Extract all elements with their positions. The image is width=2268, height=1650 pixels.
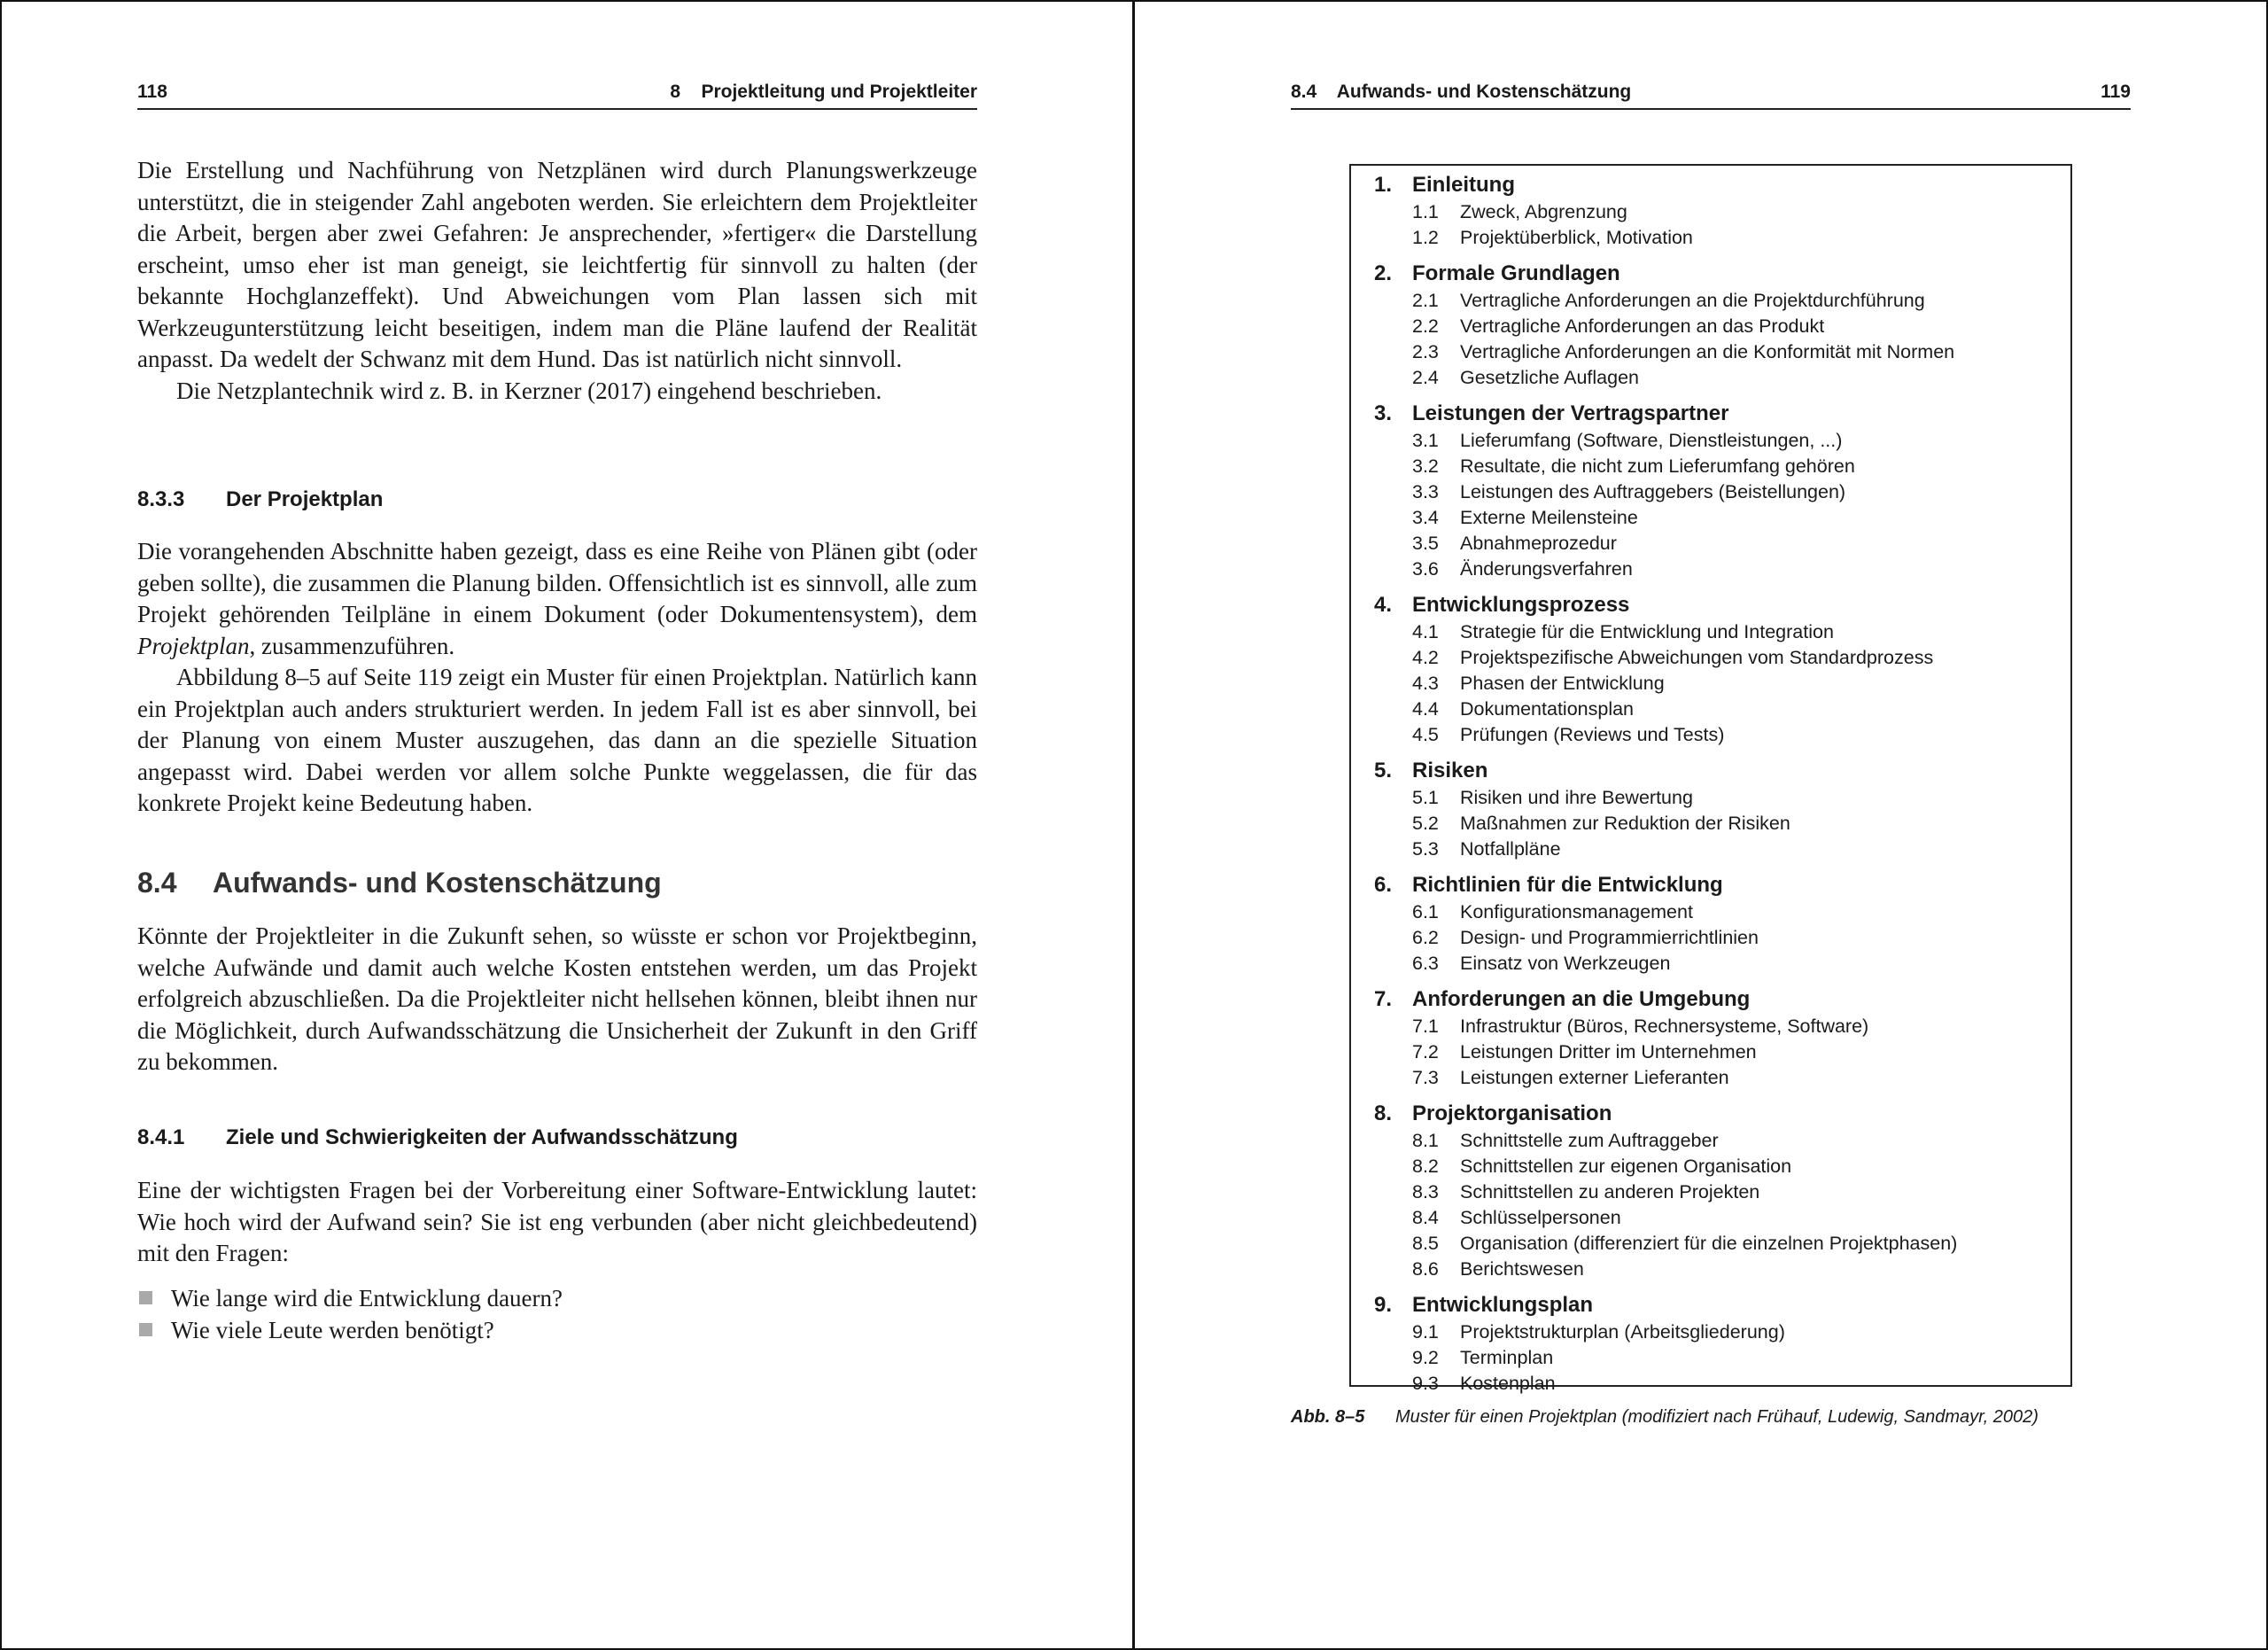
- left-running-title: 8 Projektleitung und Projektleiter: [670, 82, 977, 102]
- outline-section: [1374, 1100, 2056, 1282]
- outline-section-text: Einleitung: [1412, 173, 1515, 197]
- outline-subitem-text: Lieferumfang (Software, Dienstleistungen, ...): [1460, 430, 1843, 451]
- outline-subitem-number: 5.3: [1412, 838, 1439, 860]
- outline-subitem-number: 3.3: [1412, 481, 1439, 502]
- outline-subitem: [1374, 314, 2056, 339]
- left-running-head: [137, 78, 977, 110]
- outline-subitem-text: Organisation (differenziert für die einzelnen Projektphasen): [1460, 1233, 1958, 1254]
- outline-subitem-number: 9.1: [1412, 1321, 1439, 1343]
- outline-subitem-text: Prüfungen (Reviews und Tests): [1460, 724, 1725, 745]
- outline-subitem-number: 6.2: [1412, 927, 1439, 948]
- outline-subitem-number: 2.3: [1412, 341, 1439, 362]
- project-plan-template-box: [1349, 164, 2072, 1394]
- outline-subitem: [1374, 619, 2056, 645]
- outline-subitem-text: Terminplan: [1460, 1347, 1554, 1368]
- outline-subitem-text: Leistungen des Auftraggebers (Beistellungen): [1460, 481, 1846, 502]
- outline-subitem-number: 2.1: [1412, 290, 1439, 311]
- outline-section-title: [1374, 591, 2056, 619]
- outline-subitem-text: Schnittstelle zum Auftraggeber: [1460, 1130, 1719, 1151]
- list-item-text: Wie viele Leute werden benötigt?: [171, 1317, 494, 1343]
- outline-subitem: [1374, 454, 2056, 479]
- outline-subitem: [1374, 1154, 2056, 1179]
- paragraph: Eine der wichtigsten Fragen bei der Vorbereitung einer Software-Entwicklung lautet: Wie hoch wird der Aufwand sein? Sie ist eng verbunden (aber nicht gleichbedeutend) mit den Fragen:: [137, 1177, 977, 1266]
- outline-subitem-number: 8.4: [1412, 1207, 1439, 1228]
- outline-subitem: [1374, 837, 2056, 862]
- outline-subitem-text: Phasen der Entwicklung: [1460, 673, 1665, 694]
- outline-subitem: [1374, 1014, 2056, 1039]
- outline-subitem-text: Risiken und ihre Bewertung: [1460, 787, 1693, 808]
- section-number: 8.3.3: [137, 487, 185, 511]
- outline-section-text: Projektorganisation: [1412, 1101, 1612, 1125]
- paragraph: Abbildung 8–5 auf Seite 119 zeigt ein Muster für einen Projektplan. Natürlich kann ein Projektplan auch anders strukturiert werden. In jedem Fall ist es aber sinnvoll, bei der Planung von einem Muster auszugehen, das dann an die spezielle Situation angepasst wird. Dabei werden vor allem solche Punkte weggelassen, die für das konkrete Projekt keine Bedeutung haben.: [137, 664, 977, 816]
- outline-section-title: [1374, 871, 2056, 899]
- outline-subitem-number: 5.2: [1412, 813, 1439, 834]
- outline-subitem: [1374, 925, 2056, 951]
- outline-subitem: [1374, 1039, 2056, 1065]
- paragraph: Könnte der Projektleiter in die Zukunft sehen, so wüsste er schon vor Projektbeginn, welche Aufwände und damit auch welche Kosten entstehen werden, um das Projekt erfolgreich abzuschließen. Da die Projektleiter nicht hellsehen können, bleibt ihnen nur die Möglichkeit, durch Aufwandsschätzung die Unsicherheit der Zukunft in den Griff zu bekommen.: [137, 922, 977, 1075]
- outline-subitem: [1374, 479, 2056, 505]
- book-spine: [1132, 0, 1135, 1650]
- section-title: Der Projektplan: [226, 487, 384, 511]
- outline-subitem: [1374, 1231, 2056, 1257]
- outline-section-number: 1.: [1374, 173, 1393, 197]
- section-heading-8-4: [137, 867, 662, 899]
- outline-subitem-number: 6.1: [1412, 901, 1439, 922]
- outline-subitem-number: 6.3: [1412, 953, 1439, 974]
- outline-section-title: [1374, 1291, 2056, 1319]
- outline-section: [1374, 400, 2056, 582]
- outline-section-title: [1374, 400, 2056, 428]
- outline-subitem-text: Schlüsselpersonen: [1460, 1207, 1621, 1228]
- outline-subitem: [1374, 1345, 2056, 1371]
- outline-subitem-text: Strategie für die Entwicklung und Integration: [1460, 621, 1834, 642]
- outline-subitem: [1374, 225, 2056, 251]
- outline-section-title: [1374, 757, 2056, 785]
- outline-subitem: [1374, 899, 2056, 925]
- outline-subitem: [1374, 1205, 2056, 1231]
- outline-subitem-number: 3.1: [1412, 430, 1439, 451]
- outline-subitem: [1374, 1371, 2056, 1397]
- outline-subitem: [1374, 811, 2056, 837]
- outline-section-number: 8.: [1374, 1101, 1393, 1125]
- paragraph: Die Netzplantechnik wird z. B. in Kerzner (2017) eingehend beschrieben.: [176, 377, 882, 404]
- outline-subitem-text: Projektüberblick, Motivation: [1460, 227, 1693, 248]
- outline-subitem-text: Schnittstellen zu anderen Projekten: [1460, 1181, 1760, 1202]
- outline-subitem: [1374, 1128, 2056, 1154]
- outline-subitem-text: Änderungsverfahren: [1460, 558, 1633, 580]
- outline-subitem-text: Berichtswesen: [1460, 1258, 1584, 1280]
- right-page: [1291, 0, 2131, 1650]
- outline-subitem-number: 4.4: [1412, 698, 1439, 720]
- outline-section: [1374, 591, 2056, 748]
- outline-subitem-number: 3.6: [1412, 558, 1439, 580]
- outline-subitem: [1374, 556, 2056, 582]
- outline-subitem-number: 7.1: [1412, 1016, 1439, 1037]
- outline-subitem: [1374, 1065, 2056, 1091]
- outline-subitem-text: Einsatz von Werkzeugen: [1460, 953, 1671, 974]
- list-item: [137, 1314, 563, 1346]
- outline-section: [1374, 757, 2056, 862]
- outline-section-number: 4.: [1374, 593, 1393, 617]
- emphasis-text: Projektplan: [137, 632, 250, 659]
- outline-subitem-number: 4.1: [1412, 621, 1439, 642]
- outline-subitem-number: 2.2: [1412, 315, 1439, 337]
- outline-subitem-text: Vertragliche Anforderungen an die Konformität mit Normen: [1460, 341, 1955, 362]
- paragraph-block-2: [137, 536, 977, 820]
- outline-subitem: [1374, 1319, 2056, 1345]
- outline-section: [1374, 985, 2056, 1091]
- section-title: Aufwands- und Kostenschätzung: [213, 867, 662, 899]
- outline-subitem-number: 7.2: [1412, 1041, 1439, 1062]
- outline-subitem-number: 7.3: [1412, 1067, 1439, 1088]
- outline-subitem-number: 1.2: [1412, 227, 1439, 248]
- right-page-number: 119: [2101, 82, 2131, 102]
- section-heading-8-3-3: [137, 487, 383, 512]
- outline-subitem-text: Leistungen externer Lieferanten: [1460, 1067, 1729, 1088]
- outline-subitem-number: 2.4: [1412, 367, 1439, 388]
- outline-subitem-text: Projektspezifische Abweichungen vom Standardprozess: [1460, 647, 1934, 668]
- outline-subitem-number: 5.1: [1412, 787, 1439, 808]
- figure-caption-text: Muster für einen Projektplan (modifiziert nach Frühauf, Ludewig, Sandmayr, 2002): [1395, 1407, 2039, 1427]
- outline-subitem-number: 1.1: [1412, 201, 1439, 222]
- section-number: 8.4.1: [137, 1125, 185, 1149]
- outline-subitem-text: Design- und Programmierrichtlinien: [1460, 927, 1759, 948]
- outline-subitem-number: 8.3: [1412, 1181, 1439, 1202]
- outline-subitem-text: Maßnahmen zur Reduktion der Risiken: [1460, 813, 1790, 834]
- outline-subitem-text: Konfigurationsmanagement: [1460, 901, 1693, 922]
- outline-subitem-text: Notfallpläne: [1460, 838, 1561, 860]
- outline-section: [1374, 171, 2056, 251]
- outline-subitem-number: 8.2: [1412, 1156, 1439, 1177]
- outline-subitem-text: Gesetzliche Auflagen: [1460, 367, 1639, 388]
- outline-subitem: [1374, 951, 2056, 977]
- outline-subitem-text: Abnahmeprozedur: [1460, 533, 1617, 554]
- outline-section-text: Richtlinien für die Entwicklung: [1412, 873, 1723, 897]
- outline-subitem-text: Leistungen Dritter im Unternehmen: [1460, 1041, 1757, 1062]
- bullet-list: [137, 1282, 563, 1346]
- outline-section-number: 9.: [1374, 1293, 1393, 1317]
- section-title: Ziele und Schwierigkeiten der Aufwandsschätzung: [226, 1125, 738, 1149]
- outline-subitem: [1374, 288, 2056, 314]
- outline-section-text: Anforderungen an die Umgebung: [1412, 987, 1751, 1011]
- outline-subitem-text: Externe Meilensteine: [1460, 507, 1638, 528]
- paragraph-block-3: [137, 921, 977, 1078]
- outline-subitem-number: 3.5: [1412, 533, 1439, 554]
- paragraph-text: , zusammenzuführen.: [249, 632, 455, 659]
- outline-section-text: Formale Grundlagen: [1412, 261, 1620, 285]
- left-page: [137, 0, 977, 1650]
- outline-subitem: [1374, 645, 2056, 671]
- list-item: [137, 1282, 563, 1314]
- outline-section-number: 7.: [1374, 987, 1393, 1011]
- right-running-title: 8.4 Aufwands- und Kostenschätzung: [1291, 82, 1632, 102]
- outline-subitem-text: Vertragliche Anforderungen an das Produkt: [1460, 315, 1825, 337]
- outline-subitem: [1374, 1179, 2056, 1205]
- outline-subitem-text: Projektstrukturplan (Arbeitsgliederung): [1460, 1321, 1785, 1343]
- outline-subitem-number: 8.1: [1412, 1130, 1439, 1151]
- left-page-number: 118: [137, 82, 167, 102]
- outline-subitem: [1374, 365, 2056, 391]
- project-plan-outline: [1374, 171, 2056, 1405]
- outline-section: [1374, 1291, 2056, 1397]
- square-bullet-icon: [139, 1323, 152, 1336]
- outline-subitem-number: 3.2: [1412, 455, 1439, 477]
- outline-subitem: [1374, 199, 2056, 225]
- paragraph: [137, 536, 977, 662]
- outline-section: [1374, 260, 2056, 391]
- figure-caption: [1291, 1407, 2039, 1428]
- outline-subitem: [1374, 697, 2056, 722]
- square-bullet-icon: [139, 1291, 152, 1304]
- outline-section-title: [1374, 171, 2056, 199]
- outline-subitem-number: 9.2: [1412, 1347, 1439, 1368]
- outline-section: [1374, 871, 2056, 977]
- outline-section-title: [1374, 985, 2056, 1014]
- section-heading-8-4-1: [137, 1125, 738, 1150]
- outline-subitem: [1374, 505, 2056, 531]
- outline-section-text: Entwicklungsplan: [1412, 1293, 1594, 1317]
- outline-subitem: [1374, 428, 2056, 454]
- outline-section-title: [1374, 1100, 2056, 1128]
- outline-subitem-number: 3.4: [1412, 507, 1439, 528]
- outline-subitem-text: Kostenplan: [1460, 1373, 1556, 1394]
- paragraph-block-4: [137, 1175, 977, 1270]
- outline-subitem-text: Schnittstellen zur eigenen Organisation: [1460, 1156, 1792, 1177]
- outline-subitem-number: 4.5: [1412, 724, 1439, 745]
- outline-subitem-text: Vertragliche Anforderungen an die Projektdurchführung: [1460, 290, 1925, 311]
- outline-subitem: [1374, 785, 2056, 811]
- outline-subitem-number: 8.5: [1412, 1233, 1439, 1254]
- outline-section-number: 6.: [1374, 873, 1393, 897]
- section-number: 8.4: [137, 867, 177, 899]
- outline-subitem: [1374, 1257, 2056, 1282]
- outline-section-number: 3.: [1374, 401, 1393, 425]
- outline-subitem-text: Resultate, die nicht zum Lieferumfang gehören: [1460, 455, 1855, 477]
- outline-subitem: [1374, 339, 2056, 365]
- right-running-head: [1291, 78, 2131, 110]
- outline-subitem-number: 4.3: [1412, 673, 1439, 694]
- outline-subitem: [1374, 722, 2056, 748]
- outline-subitem-number: 4.2: [1412, 647, 1439, 668]
- paragraph-text: Die vorangehenden Abschnitte haben gezeigt, dass es eine Reihe von Plänen gibt (oder geben sollte), die zusammen die Planung bilden. Offensichtlich ist es sinnvoll, alle zum Projekt gehörenden Teilpläne in einem Dokument (oder Dokumentensystem), dem: [137, 538, 977, 627]
- paragraph: Die Erstellung und Nachführung von Netzplänen wird durch Planungswerkzeuge unterstützt, die in steigender Zahl angeboten werden. Sie erleichtern dem Projektleiter die Arbeit, bergen aber zwei Gefahren: Je ansprechender, »fertiger« die Darstellung erscheint, umso eher ist man geneigt, sie leichtfertig für sinnvoll zu halten (der bekannte Hochglanzeffekt). Und Abweichungen vom Plan lassen sich mit Werkzeugunterstützung leicht beseitigen, indem man die Pläne laufend der Realität anpasst. Da wedelt der Schwanz mit dem Hund. Das ist natürlich nicht sinnvoll.: [137, 157, 977, 372]
- outline-subitem-number: 9.3: [1412, 1373, 1439, 1394]
- outline-section-text: Entwicklungsprozess: [1412, 593, 1630, 617]
- outline-subitem: [1374, 671, 2056, 697]
- outline-subitem-text: Dokumentationsplan: [1460, 698, 1635, 720]
- outline-subitem-number: 8.6: [1412, 1258, 1439, 1280]
- list-item-text: Wie lange wird die Entwicklung dauern?: [171, 1285, 563, 1311]
- paragraph-block-1: [137, 155, 977, 407]
- outline-subitem-text: Zweck, Abgrenzung: [1460, 201, 1627, 222]
- outline-section-title: [1374, 260, 2056, 288]
- figure-label: Abb. 8–5: [1291, 1407, 1365, 1427]
- outline-section-number: 2.: [1374, 261, 1393, 285]
- outline-subitem: [1374, 531, 2056, 556]
- outline-section-text: Leistungen der Vertragspartner: [1412, 401, 1729, 425]
- outline-section-number: 5.: [1374, 759, 1393, 782]
- outline-section-text: Risiken: [1412, 759, 1488, 782]
- outline-subitem-text: Infrastruktur (Büros, Rechnersysteme, Software): [1460, 1016, 1869, 1037]
